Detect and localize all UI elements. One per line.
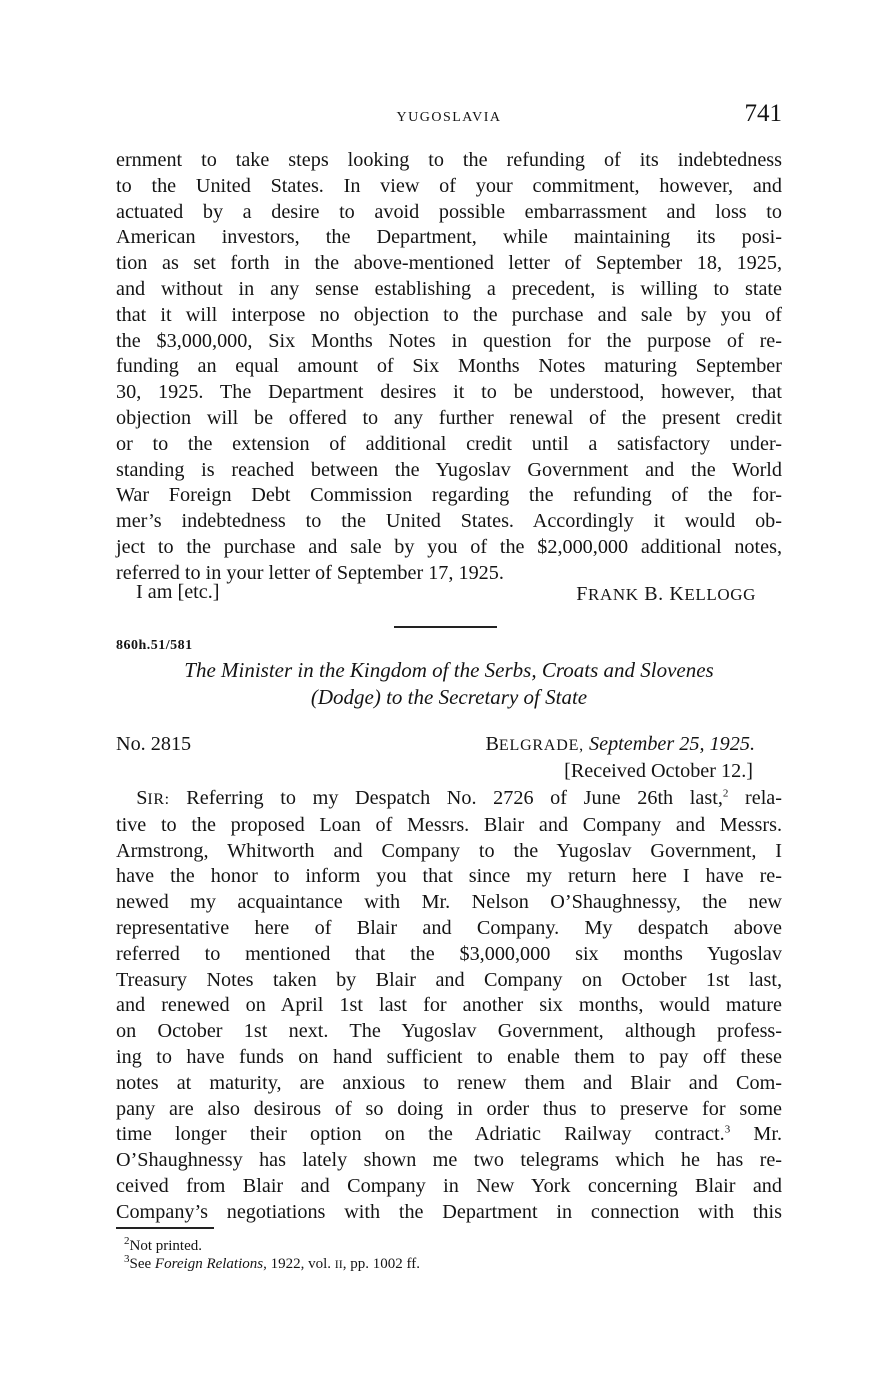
closing-salutation: I am [etc.] (136, 581, 220, 603)
text-line: ject to the purchase and sale by you of the $2,000,000 additional notes, (116, 535, 782, 558)
despatch-place-date: BELGRADE, September 25, 1925. (485, 733, 755, 755)
text-line: and without in any sense establishing a precedent, is willing to state (116, 277, 782, 300)
text-line: or to the extension of additional credit until a satisfactory under- (116, 432, 782, 455)
text-line: newed my acquaintance with Mr. Nelson O’Shaughnessy, the new (116, 891, 782, 914)
text-line: Treasury Notes taken by Blair and Company on October 1st last, (116, 968, 782, 991)
received-date: [Received October 12.] (564, 760, 753, 782)
text-line: representative here of Blair and Company. My despatch above (116, 916, 782, 939)
footnote-2: $^2$Not printed. (124, 1235, 202, 1254)
text-line: standing is reached between the Yugoslav Government and the World (116, 458, 782, 481)
text-line: and renewed on April 1st last for another six months, would mature (116, 994, 782, 1017)
text-line: Company’s negotiations with the Department in connection with this (116, 1200, 782, 1223)
running-head-title: YUGOSLAVIA (396, 110, 502, 125)
text-line: tion as set forth in the above-mentioned letter of September 18, 1925, (116, 252, 782, 275)
despatch-body-paragraph (116, 786, 782, 1226)
text-line: on October 1st next. The Yugoslav Government, although profess- (116, 1020, 782, 1043)
despatch-number: No. 2815 (116, 733, 192, 755)
text-line: the $3,000,000, Six Months Notes in question for the purpose of re- (116, 329, 782, 352)
text-line: SIR: Referring to my Despatch No. 2726 of June 26th last,$^2$ rela- (136, 787, 782, 809)
text-line: referred to mentioned that the $3,000,000 six months Yugoslav (116, 942, 782, 965)
text-line: mer’s indebtedness to the United States. Accordingly it would ob- (116, 510, 782, 533)
text-line: O’Shaughnessy has lately shown me two telegrams which he has re- (116, 1149, 782, 1172)
text-line: objection will be offered to any further renewal of the present credit (116, 406, 782, 429)
footnote-3: $^3$See Foreign Relations, 1922, vol. II, pp. 1002 ff. (124, 1253, 421, 1272)
text-line: 30, 1925. The Department desires it to be understood, however, that (116, 381, 782, 404)
text-line: to the United States. In view of your commitment, however, and (116, 174, 782, 197)
text-line: have the honor to inform you that since my return here I have re- (116, 865, 782, 888)
text-line: funding an equal amount of Six Months Notes maturing September (116, 355, 782, 378)
text-line: ing to have funds on hand sufficient to enable them to pay off these (116, 1045, 782, 1068)
text-line: War Foreign Debt Commission regarding the refunding of the for- (116, 484, 782, 507)
document-heading-line-1: The Minister in the Kingdom of the Serbs, Croats and Slovenes (184, 658, 714, 682)
running-head (116, 100, 782, 136)
closing-line (136, 581, 756, 607)
text-line: American investors, the Department, while maintaining its posi- (116, 226, 782, 249)
text-line: time longer their option on the Adriatic Railway contract.$^3$ Mr. (116, 1123, 783, 1146)
text-line: tive to the proposed Loan of Messrs. Blair and Company and Messrs. (116, 813, 782, 836)
text-line: pany are also desirous of so doing in order thus to preserve for some (116, 1097, 782, 1120)
signature: FRANK B. KELLOGG (576, 583, 756, 605)
page-number: 741 (744, 100, 782, 127)
text-line: ernment to take steps looking to the refunding of its indebtedness (116, 149, 782, 171)
section-divider (394, 626, 497, 628)
letter-body-paragraph (116, 148, 782, 587)
text-line: that it will interpose no objection to the purchase and sale by you of (116, 303, 782, 326)
text-line: ceived from Blair and Company in New York concerning Blair and (116, 1174, 782, 1197)
document-heading-line-2: (Dodge) to the Secretary of State (310, 685, 588, 709)
text-line: Armstrong, Whitworth and Company to the Yugoslav Government, I (116, 839, 782, 862)
text-line: notes at maturity, are anxious to renew them and Blair and Com- (116, 1071, 782, 1094)
footnote-divider (116, 1227, 214, 1229)
text-line: referred to in your letter of September 17, 1925. (116, 561, 504, 584)
text-line: actuated by a desire to avoid possible embarrassment and loss to (116, 200, 782, 223)
file-number: 860h.51/581 (116, 638, 193, 653)
